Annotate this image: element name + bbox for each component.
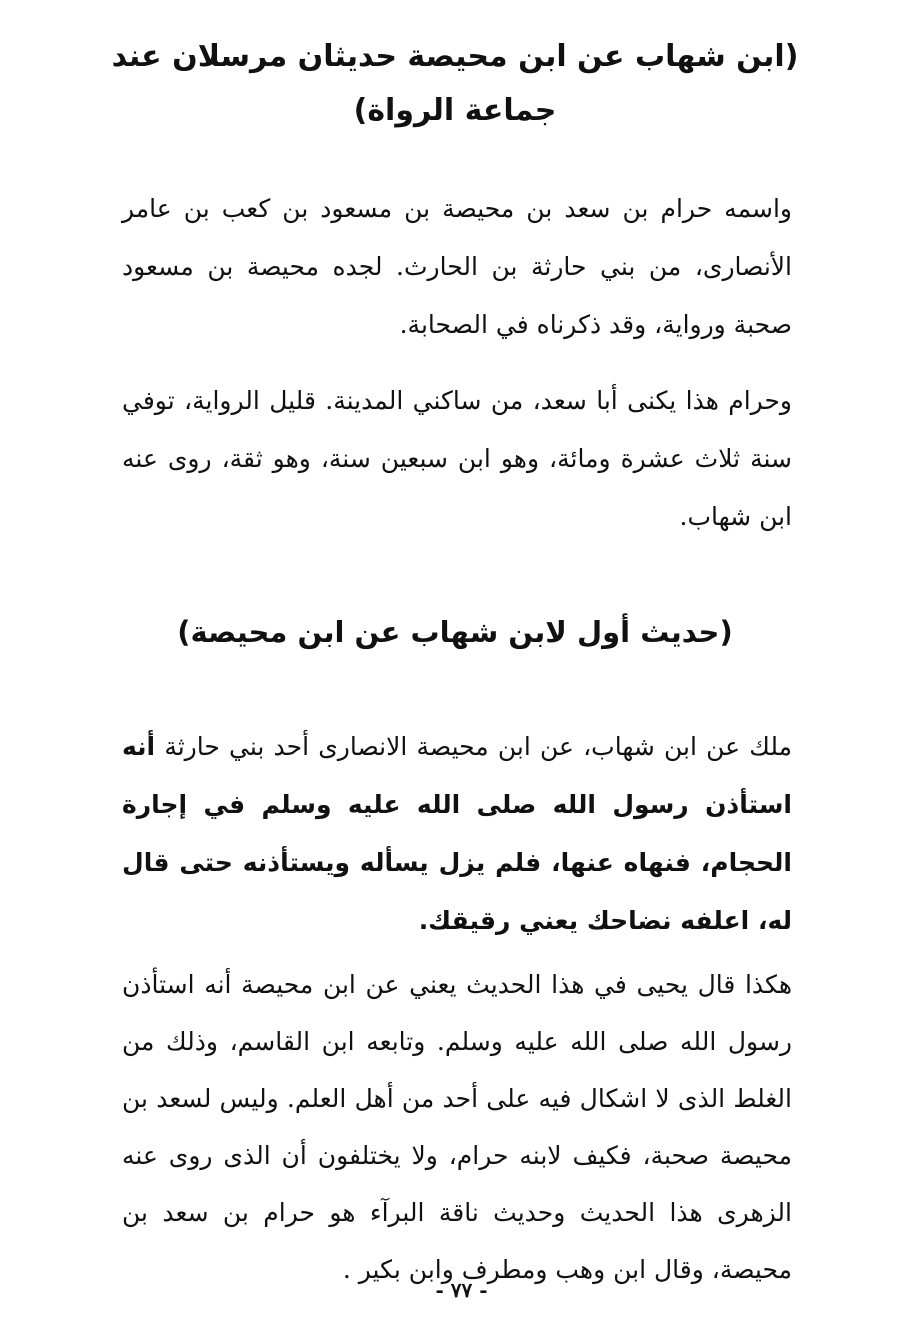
- hadith-matn: أنه استأذن رسول الله صلى الله عليه وسلم في إجارة الحجام، فنهاه عنها، فلم يزل يسأله ويستأذنه حتى قال له، اعلفه نضاحك يعني رقيقك.: [122, 732, 792, 935]
- paragraph-name-lineage: واسمه حرام بن سعد بن محيصة بن مسعود بن كعب بن عامر الأنصارى، من بني حارثة بن الحارث. لجده محيصة بن مسعود صحبة ورواية، وقد ذكرناه في الصحابة.: [122, 194, 792, 339]
- section-heading-first-hadith: (حديث أول لابن شهاب عن ابن محيصة): [177, 615, 733, 649]
- paragraph-hadith-text: [122, 718, 792, 950]
- section-heading-ibn-shihab: (ابن شهاب عن ابن محيصة حديثان مرسلان عند جماعة الرواة): [111, 39, 799, 128]
- hadith-chain: ملك عن ابن شهاب، عن ابن محيصة الانصارى أحد بني حارثة: [164, 732, 792, 761]
- paragraph-commentary: هكذا قال يحيى في هذا الحديث يعني عن ابن محيصة أنه استأذن رسول الله صلى الله عليه وسلم. وتابعه ابن القاسم، وذلك من الغلط الذى لا اشكال فيه على أحد من أهل العلم. وليس لسعد بن محيصة صحبة، فكيف لابنه حرام، ولا يختلفون أن الذى روى عنه الزهرى هذا الحديث وحديث ناقة البرآء هو حرام بن سعد بن محيصة، وقال ابن وهب ومطرف وابن بكير .: [122, 970, 792, 1284]
- paragraph-haram-biography: وحرام هذا يكنى أبا سعد، من ساكني المدينة. قليل الرواية، توفي سنة ثلاث عشرة ومائة، وهو ابن سبعين سنة، وهو ثقة، روى عنه ابن شهاب.: [122, 386, 792, 531]
- page-number: - ٧٧ -: [435, 1278, 488, 1302]
